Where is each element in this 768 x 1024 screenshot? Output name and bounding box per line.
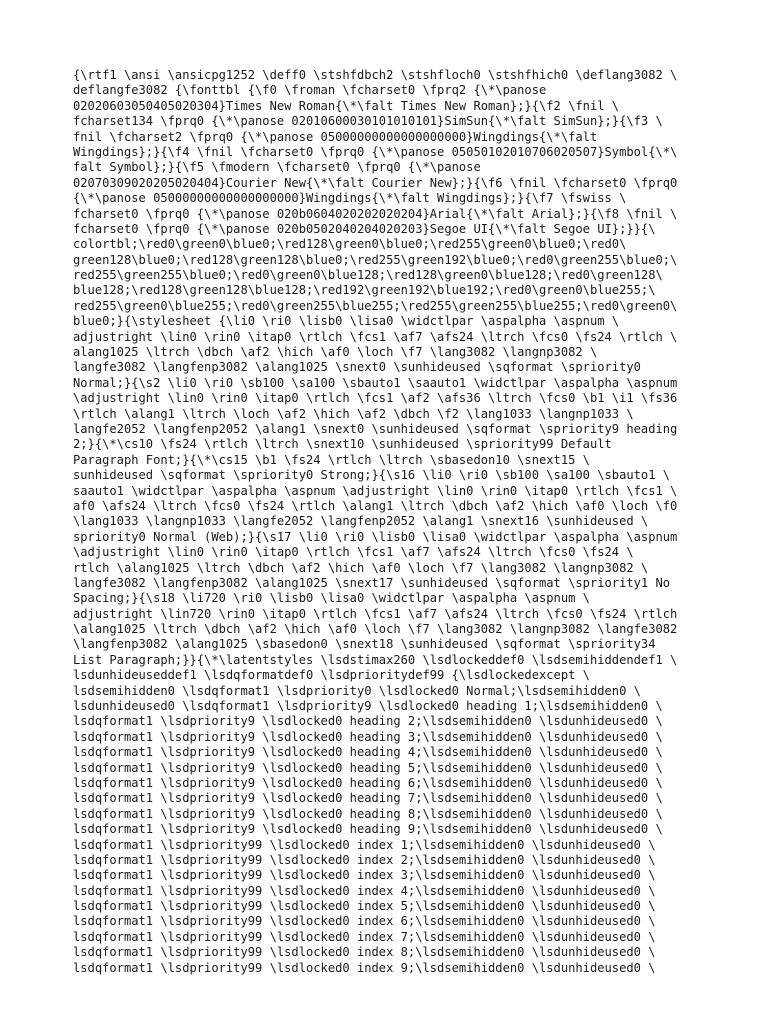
text-line: blue0;}{\stylesheet {\li0 \ri0 \lisb0 \lisa0 \widctlpar \aspalpha \aspnum \ (73, 314, 620, 329)
text-line: deflangfe3082 {\fonttbl {\f0 \froman \fcharset0 \fprq2 {\*\panose (73, 83, 547, 98)
text-line: lsdqformat1 \lsdpriority99 \lsdlocked0 index 2;\lsdsemihidden0 \lsdunhideused0 \ (73, 852, 656, 867)
text-line: lsdqformat1 \lsdpriority99 \lsdlocked0 index 4;\lsdsemihidden0 \lsdunhideused0 \ (73, 883, 656, 898)
text-line: langfe3082 \langfenp3082 \alang1025 \snext0 \sunhideused \sqformat \spriority0 (73, 360, 641, 375)
text-line: Normal;}{\s2 \li0 \ri0 \sb100 \sa100 \sbauto1 \saauto1 \widctlpar \aspalpha \aspnum (73, 375, 678, 390)
text-line: rtlch \alang1025 \ltrch \dbch \af2 \hich \af0 \loch \f7 \lang3082 \langnp3082 \ (73, 560, 649, 575)
text-line: colortbl;\red0\green0\blue0;\red128\green0\blue0;\red255\green0\blue0;\red0\ (73, 237, 627, 252)
text-line: lsdqformat1 \lsdpriority99 \lsdlocked0 index 9;\lsdsemihidden0 \lsdunhideused0 \ (73, 960, 656, 975)
text-line: lsdqformat1 \lsdpriority99 \lsdlocked0 index 8;\lsdsemihidden0 \lsdunhideused0 \ (73, 945, 656, 960)
text-line: adjustright \lin720 \rin0 \itap0 \rtlch \fcs1 \af7 \afs24 \ltrch \fcs0 \fs24 \rtlch (73, 606, 678, 621)
text-line: langfe2052 \langfenp2052 \alang1 \snext0 \sunhideused \sqformat \spriority9 heading (73, 421, 678, 436)
text-line: adjustright \lin0 \rin0 \itap0 \rtlch \fcs1 \af7 \afs24 \ltrch \fcs0 \fs24 \rtlch \ (73, 329, 678, 344)
text-line: langfe3082 \langfenp3082 \alang1025 \snext17 \sunhideused \sqformat \spriority1 No (73, 575, 671, 590)
text-line: 02020603050405020304}Times New Roman{\*\falt Times New Roman};}{\f2 \fnil \ (73, 98, 620, 113)
text-line: {\rtf1 \ansi \ansicpg1252 \deff0 \stshfdbch2 \stshfloch0 \stshfhich0 \deflang3082 \ (73, 68, 678, 82)
text-line: lsdqformat1 \lsdpriority9 \lsdlocked0 heading 9;\lsdsemihidden0 \lsdunhideused0 \ (73, 822, 663, 837)
text-line: lsdqformat1 \lsdpriority99 \lsdlocked0 index 6;\lsdsemihidden0 \lsdunhideused0 \ (73, 914, 656, 929)
rtf-source-text (73, 68, 733, 976)
text-line: falt Symbol};}{\f5 \fmodern \fcharset0 \fprq0 {\*\panose (73, 160, 481, 175)
text-line: {\*\panose 05000000000000000000}Wingdings{\*\falt Wingdings};}{\f7 \fswiss \ (73, 191, 627, 206)
text-line: lsdunhideuseddef1 \lsdqformatdef0 \lsdprioritydef99 {\lsdlockedexcept \ (73, 668, 590, 683)
text-line: Spacing;}{\s18 \li720 \ri0 \lisb0 \lisa0 \widctlpar \aspalpha \aspnum \ (73, 591, 590, 606)
text-line: fcharset0 \fprq0 {\*\panose 020b0604020202020204}Arial{\*\falt Arial};}{\f8 \fnil \ (73, 206, 678, 221)
text-line: red255\green0\blue255;\red0\green255\blue255;\red255\green255\blue255;\red0\green0\ (73, 298, 678, 313)
text-line: lsdqformat1 \lsdpriority9 \lsdlocked0 heading 4;\lsdsemihidden0 \lsdunhideused0 \ (73, 745, 663, 760)
text-line: \lang1033 \langnp1033 \langfe2052 \langfenp2052 \alang1 \snext16 \sunhideused \ (73, 514, 649, 529)
text-line: lsdqformat1 \lsdpriority99 \lsdlocked0 index 1;\lsdsemihidden0 \lsdunhideused0 \ (73, 837, 656, 852)
text-line: lsdqformat1 \lsdpriority9 \lsdlocked0 heading 8;\lsdsemihidden0 \lsdunhideused0 \ (73, 806, 663, 821)
text-line: lsdqformat1 \lsdpriority9 \lsdlocked0 heading 5;\lsdsemihidden0 \lsdunhideused0 \ (73, 760, 663, 775)
text-line: lsdqformat1 \lsdpriority9 \lsdlocked0 heading 7;\lsdsemihidden0 \lsdunhideused0 \ (73, 791, 663, 806)
text-line: lsdqformat1 \lsdpriority99 \lsdlocked0 index 3;\lsdsemihidden0 \lsdunhideused0 \ (73, 868, 656, 883)
text-line: List Paragraph;}}{\*\latentstyles \lsdstimax260 \lsdlockeddef0 \lsdsemihiddendef1 \ (73, 652, 678, 667)
text-line: spriority0 Normal (Web);}{\s17 \li0 \ri0 \lisb0 \lisa0 \widctlpar \aspalpha \aspnum (73, 529, 678, 544)
text-line: alang1025 \ltrch \dbch \af2 \hich \af0 \loch \f7 \lang3082 \langnp3082 \ (73, 345, 598, 360)
text-line: lsdqformat1 \lsdpriority99 \lsdlocked0 index 5;\lsdsemihidden0 \lsdunhideused0 \ (73, 899, 656, 914)
text-line: \rtlch \alang1 \ltrch \loch \af2 \hich \af2 \dbch \f2 \lang1033 \langnp1033 \ (73, 406, 634, 421)
text-line: fcharset134 \fprq0 {\*\panose 02010600030101010101}SimSun{\*\falt SimSun};}{\f3 \ (73, 114, 663, 129)
text-line: green128\blue0;\red128\green128\blue0;\red255\green192\blue0;\red0\green255\blue0;\ (73, 252, 678, 267)
text-line: lsdqformat1 \lsdpriority9 \lsdlocked0 heading 3;\lsdsemihidden0 \lsdunhideused0 \ (73, 729, 663, 744)
text-line: 2;}{\*\cs10 \fs24 \rtlch \ltrch \snext10 \sunhideused \spriority99 Default (73, 437, 612, 452)
text-line: fnil \fcharset2 \fprq0 {\*\panose 05000000000000000000}Wingdings{\*\falt (73, 129, 598, 144)
text-line: saauto1 \widctlpar \aspalpha \aspnum \adjustright \lin0 \rin0 \itap0 \rtlch \fcs1 \ (73, 483, 678, 498)
text-line: fcharset0 \fprq0 {\*\panose 020b0502040204020203}Segoe UI{\*\falt Segoe UI};}}{\ (73, 221, 656, 236)
text-line: Paragraph Font;}{\*\cs15 \b1 \fs24 \rtlch \ltrch \sbasedon10 \snext15 \ (73, 452, 590, 467)
text-line: lsdqformat1 \lsdpriority9 \lsdlocked0 heading 2;\lsdsemihidden0 \lsdunhideused0 \ (73, 714, 663, 729)
text-line: lsdqformat1 \lsdpriority99 \lsdlocked0 index 7;\lsdsemihidden0 \lsdunhideused0 \ (73, 929, 656, 944)
text-line: blue128;\red128\green128\blue128;\red192\green192\blue192;\red0\green0\blue255;\ (73, 283, 656, 298)
text-line: af0 \afs24 \ltrch \fcs0 \fs24 \rtlch \alang1 \ltrch \dbch \af2 \hich \af0 \loch \f0 (73, 498, 678, 513)
text-line: sunhideused \sqformat \spriority0 Strong;}{\s16 \li0 \ri0 \sb100 \sa100 \sbauto1 \ (73, 468, 671, 483)
text-line: Wingdings};}{\f4 \fnil \fcharset0 \fprq0 {\*\panose 05050102010706020507}Symbol{\*\ (73, 144, 678, 159)
text-line: lsdqformat1 \lsdpriority9 \lsdlocked0 heading 6;\lsdsemihidden0 \lsdunhideused0 \ (73, 775, 663, 790)
text-line: \adjustright \lin0 \rin0 \itap0 \rtlch \fcs1 \af2 \afs36 \ltrch \fcs0 \b1 \i1 \fs36 (73, 391, 678, 406)
text-line: lsdunhideused0 \lsdqformat1 \lsdpriority9 \lsdlocked0 heading 1;\lsdsemihidden0 \ (73, 699, 663, 714)
text-line: 02070309020205020404}Courier New{\*\falt Courier New};}{\f6 \fnil \fcharset0 \fprq0 (73, 175, 678, 190)
text-line: \adjustright \lin0 \rin0 \itap0 \rtlch \fcs1 \af7 \afs24 \ltrch \fcs0 \fs24 \ (73, 545, 634, 560)
text-line: lsdsemihidden0 \lsdqformat1 \lsdpriority0 \lsdlocked0 Normal;\lsdsemihidden0 \ (73, 683, 641, 698)
text-line: \langfenp3082 \alang1025 \sbasedon0 \snext18 \sunhideused \sqformat \spriority34 (73, 637, 656, 652)
text-line: red255\green255\blue0;\red0\green0\blue128;\red128\green0\blue128;\red0\green128\ (73, 268, 663, 283)
text-line: \alang1025 \ltrch \dbch \af2 \hich \af0 \loch \f7 \lang3082 \langnp3082 \langfe3082 (73, 622, 678, 637)
